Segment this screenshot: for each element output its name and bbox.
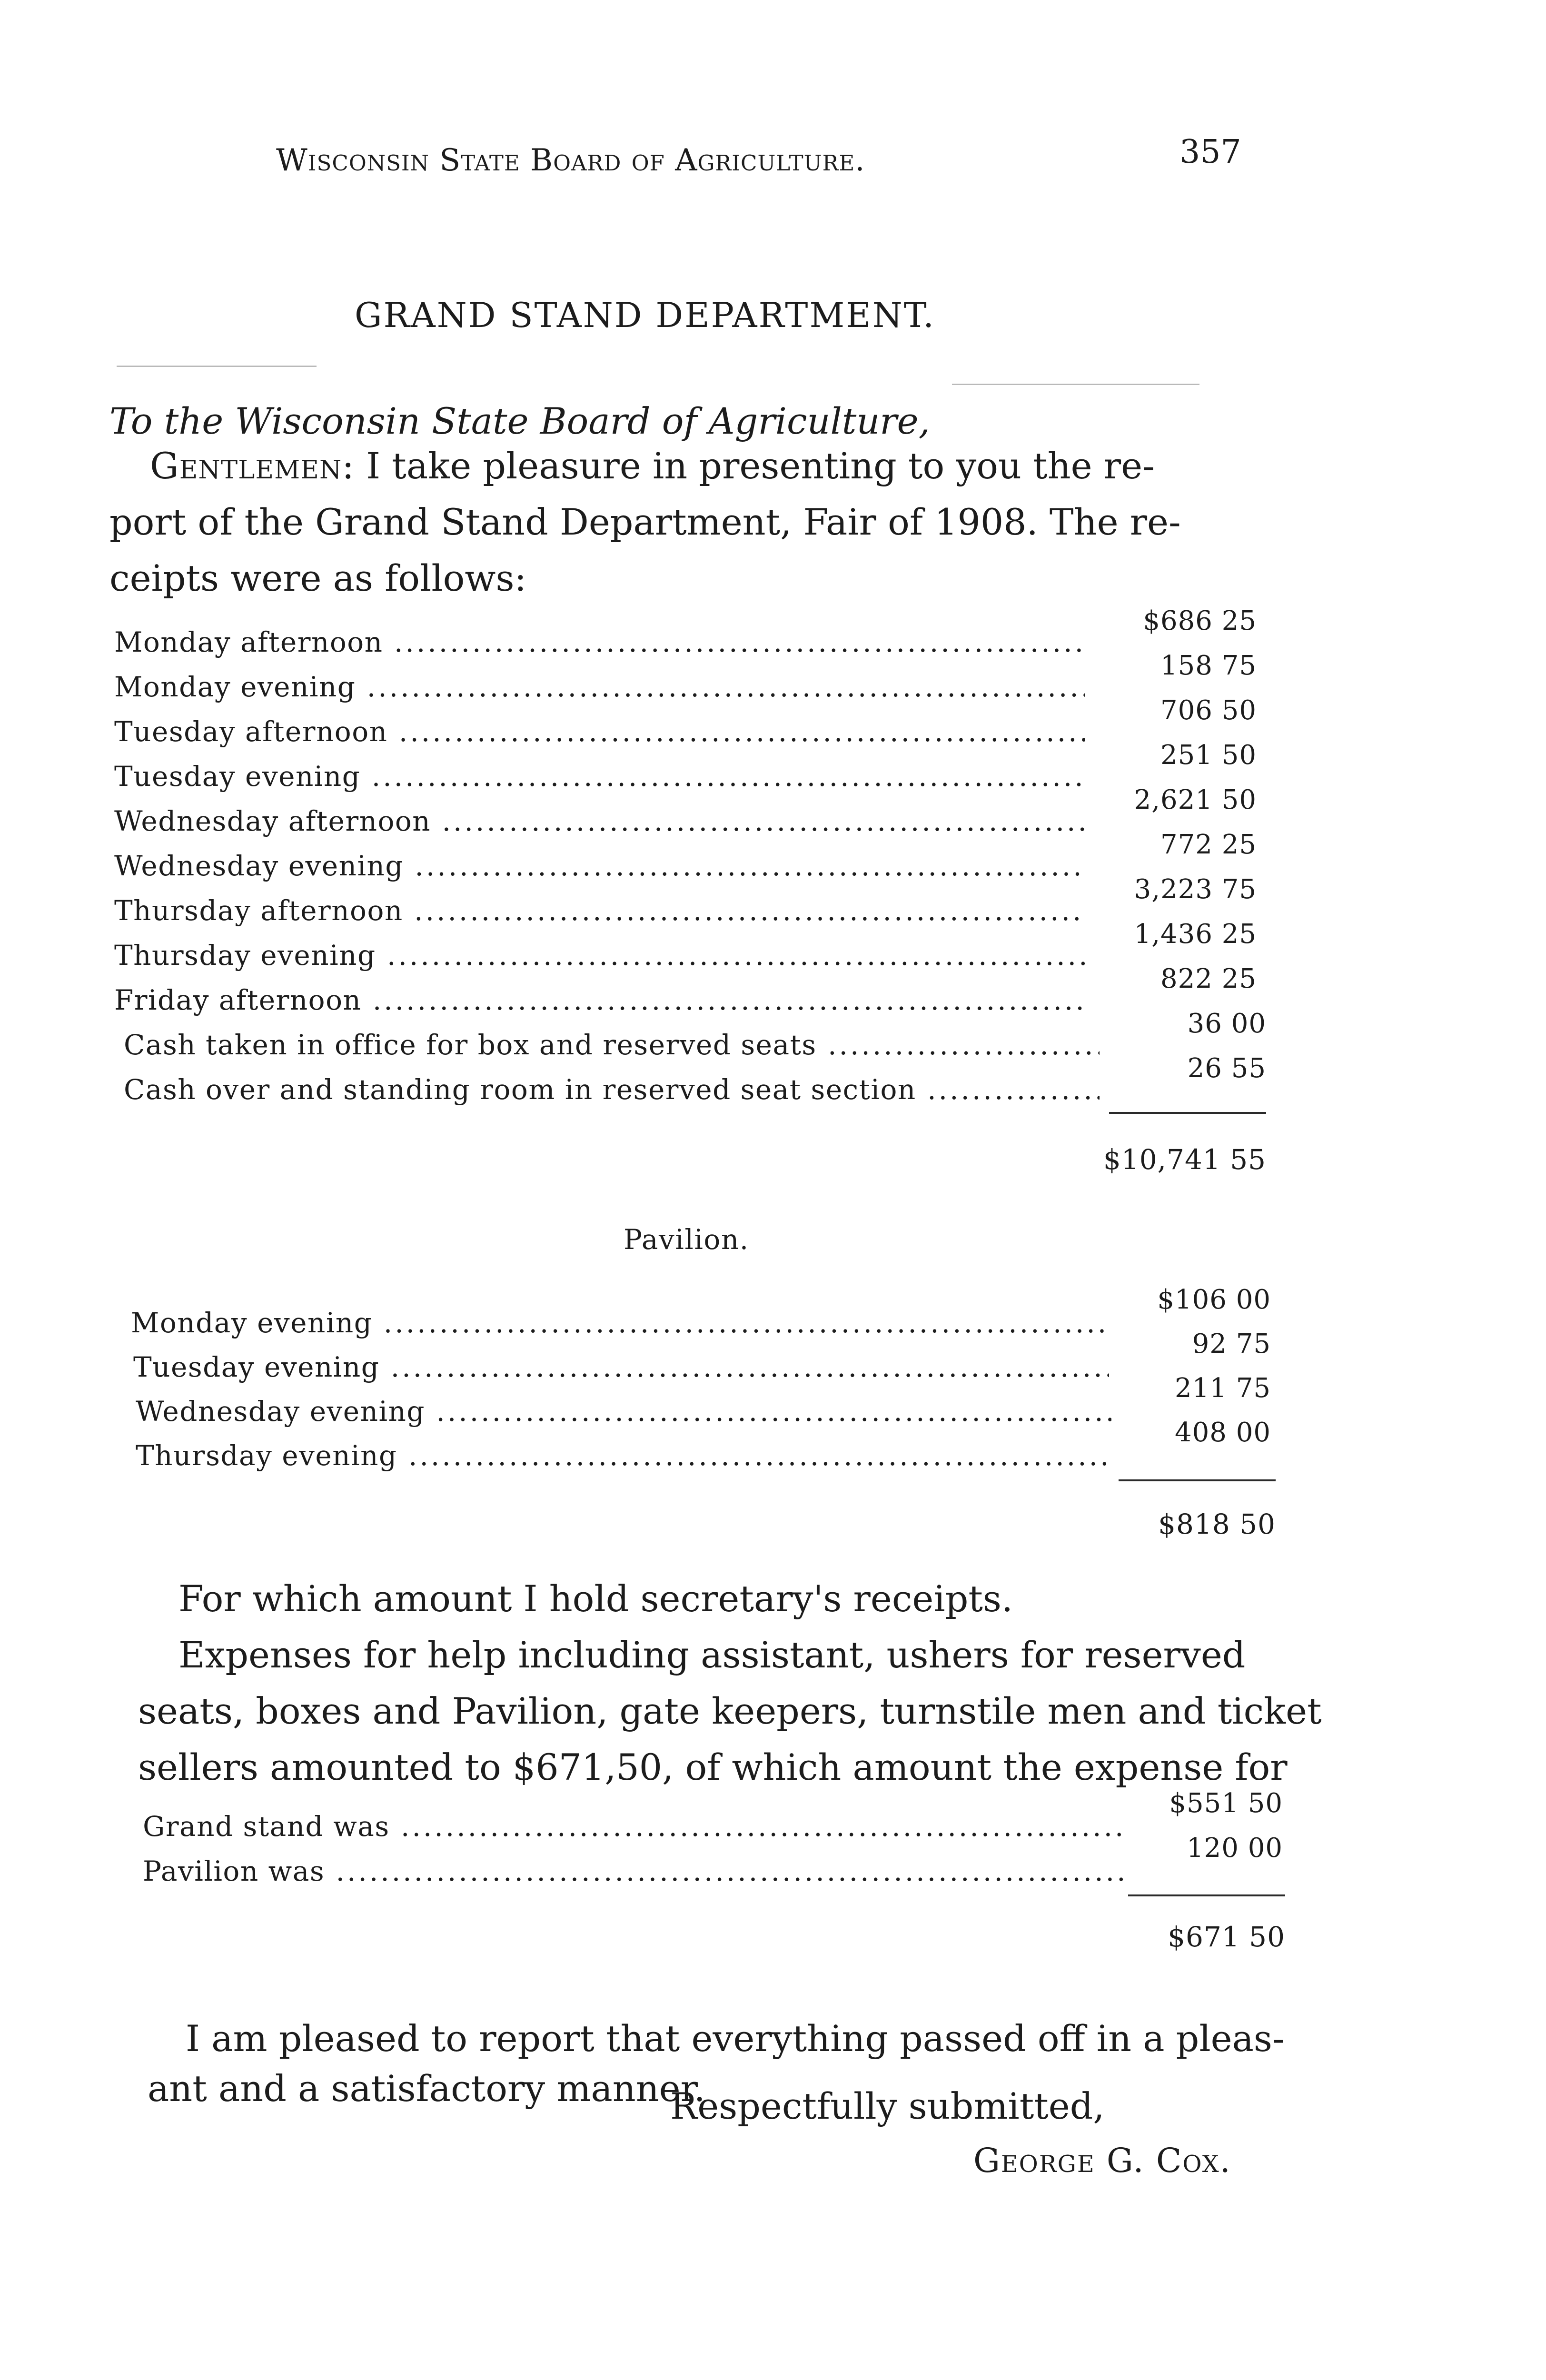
ledger-amount: 120 00 — [1187, 1833, 1283, 1864]
ledger-label: Thursday evening ..... — [136, 1439, 1111, 1484]
ledger-label: Monday evening ..... — [131, 1307, 1107, 1351]
expenses-line-2: seats, boxes and Pavilion, gate keepers, turnstile men and ticket — [138, 1690, 1322, 1732]
pavilion-total: $818 50 — [1158, 1508, 1276, 1540]
print-noise-mark — [117, 366, 317, 367]
grand-stand-total: $10,741 55 — [1103, 1143, 1266, 1176]
pavilion-heading: Pavilion. — [624, 1223, 749, 1256]
total-rule — [1128, 1894, 1285, 1896]
ledger-label: Monday afternoon ..... — [114, 626, 1085, 671]
closing-line-2: ant and a satisfactory manner. — [148, 2067, 705, 2110]
ledger-amount: 706 50 — [1160, 695, 1257, 726]
intro-line-2: port of the Grand Stand Department, Fair of 1908. The re- — [109, 501, 1181, 543]
ledger-amount: $686 25 — [1143, 605, 1257, 636]
intro-line-1-text: I take pleasure in presenting to you the re- — [366, 445, 1155, 487]
ledger-amount: 36 00 — [1187, 1008, 1266, 1039]
closing-line-1: I am pleased to report that everything passed off in a pleas- — [186, 2017, 1285, 2060]
ledger-amount: 251 50 — [1160, 740, 1257, 771]
ledger-amount: 211 75 — [1175, 1373, 1271, 1404]
ledger-amount: 26 55 — [1187, 1053, 1266, 1084]
total-rule — [1119, 1479, 1276, 1481]
total-rule — [1109, 1112, 1266, 1114]
ledger-label: Wednesday evening ..... — [114, 850, 1085, 894]
expenses-total: $671 50 — [1168, 1921, 1285, 1953]
ledger-label: Friday afternoon ..... — [114, 984, 1085, 1029]
intro-line-1 — [150, 438, 1155, 494]
ledger-amount: 3,223 75 — [1134, 874, 1257, 905]
ledger-label: Thursday afternoon ..... — [114, 894, 1085, 939]
ledger-amount: 2,621 50 — [1134, 784, 1257, 815]
signoff: Respectfully submitted, — [670, 2085, 1105, 2127]
ledger-amount: $551 50 — [1169, 1788, 1283, 1819]
signature: George G. Cox. — [973, 2141, 1231, 2180]
receipts-note: For which amount I hold secretary's receipts. — [178, 1577, 1013, 1620]
expenses-line-1: Expenses for help including assistant, ushers for reserved — [178, 1634, 1246, 1676]
ledger-amount: 772 25 — [1160, 829, 1257, 860]
department-title: GRAND STAND DEPARTMENT. — [355, 295, 936, 335]
ledger-label: Tuesday evening ..... — [133, 1351, 1109, 1396]
ledger-amount: $106 00 — [1157, 1284, 1271, 1315]
intro-line-3: ceipts were as follows: — [109, 557, 527, 599]
ledger-label: Cash taken in office for box and reserved seats ..... — [124, 1029, 1100, 1073]
ledger-amount: 822 25 — [1160, 963, 1257, 994]
ledger-label: Wednesday evening ..... — [136, 1395, 1111, 1440]
expenses-line-3: sellers amounted to $671,50, of which amount the expense for — [138, 1746, 1288, 1788]
ledger-label: Tuesday evening ..... — [114, 760, 1085, 805]
ledger-label: Monday evening ..... — [114, 671, 1085, 715]
ledger-amount: 408 00 — [1175, 1417, 1271, 1448]
page-number: 357 — [1179, 133, 1241, 171]
salutation-address: To the Wisconsin State Board of Agriculture, — [109, 400, 930, 442]
greeting: Gentlemen: — [150, 445, 355, 487]
ledger-label: Thursday evening ..... — [114, 939, 1085, 984]
ledger-label: Wednesday afternoon ..... — [114, 805, 1085, 850]
ledger-amount: 158 75 — [1160, 650, 1257, 681]
ledger-label: Tuesday afternoon ..... — [114, 715, 1085, 760]
ledger-label: Cash over and standing room in reserved seat section ..... — [124, 1073, 1100, 1118]
running-head-title: Wisconsin State Board of Agriculture. — [276, 143, 865, 178]
ledger-label: Pavilion was ..... — [143, 1855, 1123, 1900]
ledger-amount: 1,436 25 — [1134, 919, 1257, 950]
print-noise-mark — [952, 384, 1199, 385]
ledger-amount: 92 75 — [1192, 1329, 1271, 1359]
ledger-label: Grand stand was ..... — [143, 1810, 1123, 1855]
